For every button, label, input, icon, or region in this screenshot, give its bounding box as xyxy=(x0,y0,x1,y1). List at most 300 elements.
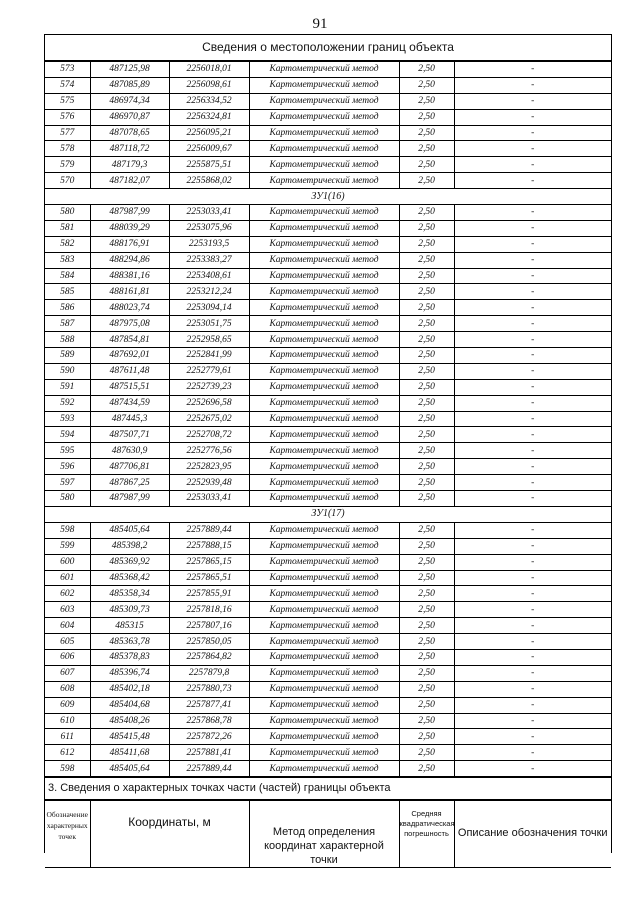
coord-x: 485404,68 xyxy=(90,697,169,713)
description-cell: - xyxy=(454,300,611,316)
coord-x: 485363,78 xyxy=(90,634,169,650)
description-cell: - xyxy=(454,348,611,364)
description-cell: - xyxy=(454,522,611,538)
description-cell: - xyxy=(454,332,611,348)
description-cell: - xyxy=(454,618,611,634)
description-cell: - xyxy=(454,443,611,459)
point-number: 576 xyxy=(45,109,90,125)
error-cell: 2,50 xyxy=(399,570,454,586)
coord-y: 2253408,61 xyxy=(169,268,249,284)
error-cell: 2,50 xyxy=(399,427,454,443)
table-row xyxy=(45,538,611,554)
point-number: 590 xyxy=(45,363,90,379)
coord-x: 487125,98 xyxy=(90,62,169,78)
coord-x: 487434,59 xyxy=(90,395,169,411)
method-cell: Картометрический метод xyxy=(249,62,399,78)
coord-x: 487182,07 xyxy=(90,173,169,189)
point-number: 595 xyxy=(45,443,90,459)
error-cell: 2,50 xyxy=(399,173,454,189)
point-number: 587 xyxy=(45,316,90,332)
table-row xyxy=(45,62,611,78)
point-number: 573 xyxy=(45,62,90,78)
error-cell: 2,50 xyxy=(399,411,454,427)
description-cell: - xyxy=(454,570,611,586)
coord-x: 485358,34 xyxy=(90,586,169,602)
coord-y: 2257889,44 xyxy=(169,761,249,777)
method-cell: Картометрический метод xyxy=(249,665,399,681)
error-cell: 2,50 xyxy=(399,363,454,379)
table-row xyxy=(45,236,611,252)
table-row xyxy=(45,348,611,364)
group-row xyxy=(45,506,611,522)
point-number: 591 xyxy=(45,379,90,395)
point-number: 570 xyxy=(45,173,90,189)
point-number: 580 xyxy=(45,205,90,221)
error-cell: 2,50 xyxy=(399,729,454,745)
coord-y: 2255875,51 xyxy=(169,157,249,173)
description-cell: - xyxy=(454,634,611,650)
coord-x: 487987,99 xyxy=(90,491,169,507)
table-row xyxy=(45,300,611,316)
point-number: 578 xyxy=(45,141,90,157)
coord-x: 485396,74 xyxy=(90,665,169,681)
point-number: 598 xyxy=(45,522,90,538)
coord-x: 487118,72 xyxy=(90,141,169,157)
table-row xyxy=(45,459,611,475)
method-cell: Картометрический метод xyxy=(249,538,399,554)
table-row xyxy=(45,157,611,173)
error-cell: 2,50 xyxy=(399,236,454,252)
table-row xyxy=(45,109,611,125)
error-cell: 2,50 xyxy=(399,459,454,475)
point-number: 574 xyxy=(45,77,90,93)
coord-y: 2257807,16 xyxy=(169,618,249,634)
description-cell: - xyxy=(454,681,611,697)
coord-y: 2253383,27 xyxy=(169,252,249,268)
table-row xyxy=(45,602,611,618)
error-cell: 2,50 xyxy=(399,602,454,618)
method-cell: Картометрический метод xyxy=(249,649,399,665)
coord-y: 2252739,23 xyxy=(169,379,249,395)
table-row xyxy=(45,649,611,665)
point-number: 577 xyxy=(45,125,90,141)
coord-y: 2256018,01 xyxy=(169,62,249,78)
header-point-label: Обозначение характерных точек xyxy=(45,801,90,868)
method-cell: Картометрический метод xyxy=(249,93,399,109)
error-cell: 2,50 xyxy=(399,649,454,665)
group-row xyxy=(45,189,611,205)
coord-y: 2257881,41 xyxy=(169,745,249,761)
error-cell: 2,50 xyxy=(399,618,454,634)
method-cell: Картометрический метод xyxy=(249,125,399,141)
method-cell: Картометрический метод xyxy=(249,268,399,284)
coord-x: 485405,64 xyxy=(90,522,169,538)
coord-x: 488023,74 xyxy=(90,300,169,316)
coord-x: 488381,16 xyxy=(90,268,169,284)
method-cell: Картометрический метод xyxy=(249,713,399,729)
table-row xyxy=(45,332,611,348)
coord-x: 485368,42 xyxy=(90,570,169,586)
description-cell: - xyxy=(454,93,611,109)
error-cell: 2,50 xyxy=(399,554,454,570)
method-cell: Картометрический метод xyxy=(249,427,399,443)
table-row xyxy=(45,713,611,729)
table-row xyxy=(45,634,611,650)
point-number: 599 xyxy=(45,538,90,554)
section-title: Сведения о местоположении границ объекта xyxy=(45,35,611,61)
method-cell: Картометрический метод xyxy=(249,634,399,650)
coord-y: 2257865,51 xyxy=(169,570,249,586)
coord-y: 2252958,65 xyxy=(169,332,249,348)
method-cell: Картометрический метод xyxy=(249,570,399,586)
coord-y: 2252696,58 xyxy=(169,395,249,411)
table-row xyxy=(45,220,611,236)
description-cell: - xyxy=(454,141,611,157)
description-cell: - xyxy=(454,427,611,443)
coord-x: 488176,91 xyxy=(90,236,169,252)
point-number: 612 xyxy=(45,745,90,761)
description-cell: - xyxy=(454,649,611,665)
description-cell: - xyxy=(454,602,611,618)
error-cell: 2,50 xyxy=(399,745,454,761)
table-row xyxy=(45,475,611,491)
point-number: 594 xyxy=(45,427,90,443)
coord-y: 2252823,95 xyxy=(169,459,249,475)
table-row xyxy=(45,443,611,459)
description-cell: - xyxy=(454,220,611,236)
point-number: 593 xyxy=(45,411,90,427)
method-cell: Картометрический метод xyxy=(249,348,399,364)
method-cell: Картометрический метод xyxy=(249,491,399,507)
method-cell: Картометрический метод xyxy=(249,459,399,475)
error-cell: 2,50 xyxy=(399,681,454,697)
point-number: 596 xyxy=(45,459,90,475)
boundary-sheet xyxy=(44,34,612,867)
coord-y: 2252708,72 xyxy=(169,427,249,443)
coord-y: 2253033,41 xyxy=(169,491,249,507)
point-number: 585 xyxy=(45,284,90,300)
point-number: 605 xyxy=(45,634,90,650)
method-cell: Картометрический метод xyxy=(249,602,399,618)
coord-x: 485315 xyxy=(90,618,169,634)
section3-title: 3. Сведения о характерных точках части (частей) границы объекта xyxy=(45,777,611,800)
method-cell: Картометрический метод xyxy=(249,77,399,93)
error-cell: 2,50 xyxy=(399,395,454,411)
point-number: 584 xyxy=(45,268,90,284)
description-cell: - xyxy=(454,205,611,221)
point-number: 581 xyxy=(45,220,90,236)
coord-y: 2257877,41 xyxy=(169,697,249,713)
coord-x: 485402,18 xyxy=(90,681,169,697)
coord-x: 486974,34 xyxy=(90,93,169,109)
coord-x: 487987,99 xyxy=(90,205,169,221)
header-description: Описание обозначения точки xyxy=(454,801,611,868)
method-cell: Картометрический метод xyxy=(249,554,399,570)
table-row xyxy=(45,125,611,141)
header-coordinates: Координаты, м xyxy=(90,801,249,868)
coord-x: 487975,08 xyxy=(90,316,169,332)
description-cell: - xyxy=(454,173,611,189)
coord-y: 2252841,99 xyxy=(169,348,249,364)
point-number: 592 xyxy=(45,395,90,411)
coord-x: 485369,92 xyxy=(90,554,169,570)
coord-y: 2253075,96 xyxy=(169,220,249,236)
method-cell: Картометрический метод xyxy=(249,411,399,427)
description-cell: - xyxy=(454,363,611,379)
point-number: 575 xyxy=(45,93,90,109)
error-cell: 2,50 xyxy=(399,761,454,777)
point-number: 604 xyxy=(45,618,90,634)
point-number: 609 xyxy=(45,697,90,713)
method-cell: Картометрический метод xyxy=(249,363,399,379)
description-cell: - xyxy=(454,379,611,395)
description-cell: - xyxy=(454,729,611,745)
error-cell: 2,50 xyxy=(399,316,454,332)
description-cell: - xyxy=(454,697,611,713)
coord-y: 2257818,16 xyxy=(169,602,249,618)
method-cell: Картометрический метод xyxy=(249,475,399,491)
error-cell: 2,50 xyxy=(399,443,454,459)
method-cell: Картометрический метод xyxy=(249,252,399,268)
point-number: 606 xyxy=(45,649,90,665)
table-row xyxy=(45,522,611,538)
error-cell: 2,50 xyxy=(399,220,454,236)
error-cell: 2,50 xyxy=(399,522,454,538)
group-label: ЗУ1(17) xyxy=(45,506,611,522)
coord-x: 487611,48 xyxy=(90,363,169,379)
method-cell: Картометрический метод xyxy=(249,761,399,777)
point-number: 607 xyxy=(45,665,90,681)
description-cell: - xyxy=(454,745,611,761)
coord-y: 2257872,26 xyxy=(169,729,249,745)
method-cell: Картометрический метод xyxy=(249,109,399,125)
table-row xyxy=(45,729,611,745)
group-label: ЗУ1(16) xyxy=(45,189,611,205)
table-row xyxy=(45,284,611,300)
coord-x: 487078,65 xyxy=(90,125,169,141)
method-cell: Картометрический метод xyxy=(249,586,399,602)
method-cell: Картометрический метод xyxy=(249,236,399,252)
description-cell: - xyxy=(454,586,611,602)
description-cell: - xyxy=(454,157,611,173)
method-cell: Картометрический метод xyxy=(249,205,399,221)
method-cell: Картометрический метод xyxy=(249,332,399,348)
coord-y: 2256334,52 xyxy=(169,93,249,109)
coord-y: 2252776,56 xyxy=(169,443,249,459)
method-cell: Картометрический метод xyxy=(249,745,399,761)
coord-x: 487630,9 xyxy=(90,443,169,459)
error-cell: 2,50 xyxy=(399,300,454,316)
table-row xyxy=(45,745,611,761)
description-cell: - xyxy=(454,395,611,411)
coord-x: 488039,29 xyxy=(90,220,169,236)
error-cell: 2,50 xyxy=(399,141,454,157)
coord-y: 2255868,02 xyxy=(169,173,249,189)
coord-x: 487867,25 xyxy=(90,475,169,491)
coord-y: 2253193,5 xyxy=(169,236,249,252)
point-number: 608 xyxy=(45,681,90,697)
error-cell: 2,50 xyxy=(399,475,454,491)
table-row xyxy=(45,379,611,395)
method-cell: Картометрический метод xyxy=(249,395,399,411)
coord-y: 2257865,15 xyxy=(169,554,249,570)
coord-x: 485405,64 xyxy=(90,761,169,777)
table-row xyxy=(45,252,611,268)
table-row xyxy=(45,316,611,332)
method-cell: Картометрический метод xyxy=(249,173,399,189)
table-row xyxy=(45,205,611,221)
coord-y: 2257864,82 xyxy=(169,649,249,665)
point-number: 602 xyxy=(45,586,90,602)
coord-x: 485378,83 xyxy=(90,649,169,665)
coord-y: 2257889,44 xyxy=(169,522,249,538)
coord-x: 487515,51 xyxy=(90,379,169,395)
table-row xyxy=(45,173,611,189)
description-cell: - xyxy=(454,77,611,93)
description-cell: - xyxy=(454,252,611,268)
error-cell: 2,50 xyxy=(399,491,454,507)
coord-y: 2257880,73 xyxy=(169,681,249,697)
coord-x: 487085,89 xyxy=(90,77,169,93)
coord-y: 2253033,41 xyxy=(169,205,249,221)
point-number: 579 xyxy=(45,157,90,173)
error-cell: 2,50 xyxy=(399,62,454,78)
coord-x: 485411,68 xyxy=(90,745,169,761)
error-cell: 2,50 xyxy=(399,284,454,300)
table-row xyxy=(45,427,611,443)
method-cell: Картометрический метод xyxy=(249,681,399,697)
table-row xyxy=(45,681,611,697)
point-number: 583 xyxy=(45,252,90,268)
table-row xyxy=(45,570,611,586)
points-table-body xyxy=(45,62,611,777)
table-row xyxy=(45,77,611,93)
error-cell: 2,50 xyxy=(399,109,454,125)
point-number: 588 xyxy=(45,332,90,348)
table-row xyxy=(45,618,611,634)
point-number: 582 xyxy=(45,236,90,252)
error-cell: 2,50 xyxy=(399,77,454,93)
header-method: Метод определения координат характерной точки xyxy=(249,801,399,868)
error-cell: 2,50 xyxy=(399,125,454,141)
point-number: 600 xyxy=(45,554,90,570)
description-cell: - xyxy=(454,554,611,570)
error-cell: 2,50 xyxy=(399,268,454,284)
table-row xyxy=(45,586,611,602)
error-cell: 2,50 xyxy=(399,538,454,554)
method-cell: Картометрический метод xyxy=(249,697,399,713)
method-cell: Картометрический метод xyxy=(249,157,399,173)
table-row xyxy=(45,411,611,427)
coord-y: 2252675,02 xyxy=(169,411,249,427)
coord-x: 487445,3 xyxy=(90,411,169,427)
coord-y: 2253212,24 xyxy=(169,284,249,300)
section3-header-table xyxy=(45,800,611,868)
description-cell: - xyxy=(454,538,611,554)
coord-x: 487706,81 xyxy=(90,459,169,475)
coord-y: 2257879,8 xyxy=(169,665,249,681)
description-cell: - xyxy=(454,475,611,491)
section3-header-clip xyxy=(45,800,611,867)
table-row xyxy=(45,491,611,507)
table-row xyxy=(45,268,611,284)
coord-x: 487179,3 xyxy=(90,157,169,173)
coord-y: 2257888,15 xyxy=(169,538,249,554)
coord-x: 485309,73 xyxy=(90,602,169,618)
method-cell: Картометрический метод xyxy=(249,316,399,332)
description-cell: - xyxy=(454,284,611,300)
coord-y: 2256098,61 xyxy=(169,77,249,93)
description-cell: - xyxy=(454,62,611,78)
table-row xyxy=(45,141,611,157)
coord-y: 2257850,05 xyxy=(169,634,249,650)
description-cell: - xyxy=(454,268,611,284)
method-cell: Картометрический метод xyxy=(249,300,399,316)
description-cell: - xyxy=(454,125,611,141)
point-number: 580 xyxy=(45,491,90,507)
error-cell: 2,50 xyxy=(399,665,454,681)
point-number: 586 xyxy=(45,300,90,316)
description-cell: - xyxy=(454,109,611,125)
coord-x: 487854,81 xyxy=(90,332,169,348)
error-cell: 2,50 xyxy=(399,93,454,109)
description-cell: - xyxy=(454,713,611,729)
error-cell: 2,50 xyxy=(399,332,454,348)
method-cell: Картометрический метод xyxy=(249,522,399,538)
description-cell: - xyxy=(454,665,611,681)
coord-y: 2253094,14 xyxy=(169,300,249,316)
coord-y: 2253051,75 xyxy=(169,316,249,332)
description-cell: - xyxy=(454,236,611,252)
coord-y: 2252939,48 xyxy=(169,475,249,491)
method-cell: Картометрический метод xyxy=(249,220,399,236)
point-number: 597 xyxy=(45,475,90,491)
table-row xyxy=(45,665,611,681)
point-number: 601 xyxy=(45,570,90,586)
coord-x: 485415,48 xyxy=(90,729,169,745)
coord-y: 2252779,61 xyxy=(169,363,249,379)
description-cell: - xyxy=(454,459,611,475)
error-cell: 2,50 xyxy=(399,348,454,364)
table-row xyxy=(45,697,611,713)
point-number: 603 xyxy=(45,602,90,618)
error-cell: 2,50 xyxy=(399,157,454,173)
method-cell: Картометрический метод xyxy=(249,141,399,157)
page-number: 91 xyxy=(312,16,328,32)
coord-y: 2257868,78 xyxy=(169,713,249,729)
coord-x: 485398,2 xyxy=(90,538,169,554)
error-cell: 2,50 xyxy=(399,713,454,729)
coord-x: 488294,86 xyxy=(90,252,169,268)
coord-y: 2256009,67 xyxy=(169,141,249,157)
table-row xyxy=(45,554,611,570)
method-cell: Картометрический метод xyxy=(249,284,399,300)
description-cell: - xyxy=(454,491,611,507)
error-cell: 2,50 xyxy=(399,205,454,221)
coord-x: 486970,87 xyxy=(90,109,169,125)
table-row xyxy=(45,93,611,109)
coord-x: 485408,26 xyxy=(90,713,169,729)
description-cell: - xyxy=(454,316,611,332)
description-cell: - xyxy=(454,411,611,427)
table-row xyxy=(45,363,611,379)
error-cell: 2,50 xyxy=(399,252,454,268)
point-number: 589 xyxy=(45,348,90,364)
point-number: 611 xyxy=(45,729,90,745)
method-cell: Картометрический метод xyxy=(249,618,399,634)
table-row xyxy=(45,761,611,777)
coord-x: 487692,01 xyxy=(90,348,169,364)
